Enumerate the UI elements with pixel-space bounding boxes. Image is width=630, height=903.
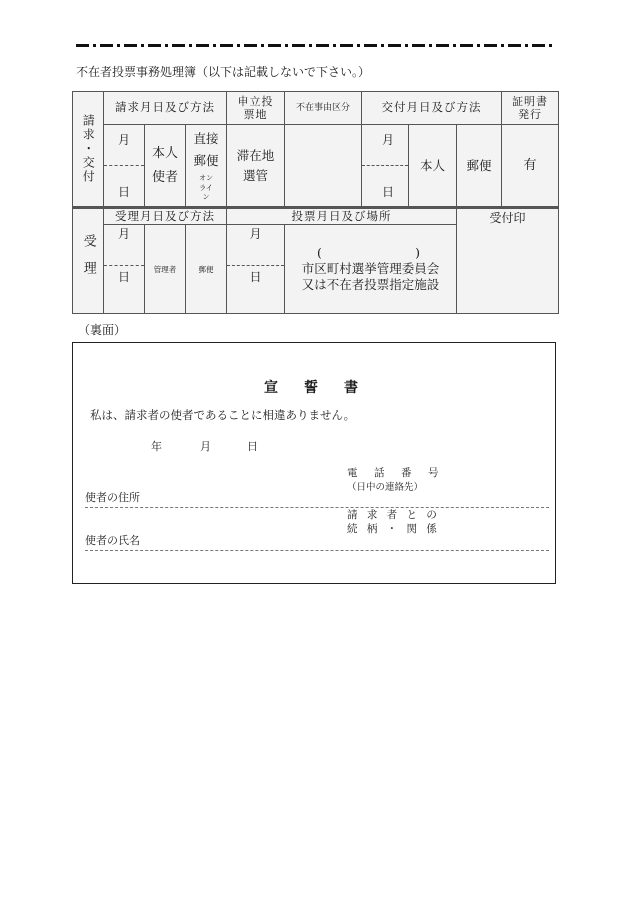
address-field[interactable]: [85, 467, 549, 508]
receipt-manager: 管理者: [145, 225, 186, 314]
oath-statement: 私は、請求者の使者であることに相違ありません。: [90, 408, 356, 422]
certificate-value: 有: [502, 125, 559, 208]
address-label: 使者の住所: [85, 491, 140, 504]
reverse-side-label: （裏面）: [78, 323, 127, 337]
delivery-method-title: 交付月日及び方法: [362, 92, 502, 125]
receipt-label: [73, 208, 104, 314]
self-or-agent-cell: [145, 125, 186, 208]
request-method-title: 請求月日及び方法: [104, 92, 227, 125]
method-direct: 直接: [193, 130, 219, 146]
vote-month: 月: [249, 227, 262, 241]
request-day: 日: [104, 165, 144, 206]
method-mail: 郵便: [193, 152, 219, 168]
receipt-mail: 郵便: [186, 225, 227, 314]
apply-place-line2: 選管: [243, 167, 269, 183]
absentee-voting-ledger: [72, 91, 559, 314]
receipt-month: 月: [117, 227, 130, 241]
self-label: 本人: [151, 145, 178, 161]
request-method-cell: [186, 125, 227, 208]
receipt-day: 日: [104, 265, 144, 313]
paren-open: (: [317, 245, 322, 260]
request-date-cell: [104, 125, 145, 208]
oath-document: [72, 342, 556, 584]
date-year: 年: [151, 440, 162, 453]
phone-sub: （日中の連絡先）: [347, 481, 424, 493]
delivery-date-cell: [362, 125, 409, 208]
absence-reason-cell: [285, 125, 362, 208]
receipt-text: 受理: [80, 234, 96, 288]
receipt-stamp-box: [457, 208, 559, 314]
certificate-title: 証明書発行: [502, 92, 559, 125]
receipt-stamp-title: 受付印: [489, 211, 526, 225]
vote-date-cell: [227, 225, 285, 314]
agent-label: 使者: [151, 169, 178, 185]
name-label: 使者の氏名: [85, 534, 140, 547]
vote-place-title: 投票月日及び場所: [227, 208, 457, 225]
relation-block: [347, 508, 440, 551]
oath-title: 宣 誓 書: [264, 380, 364, 396]
absence-reason-title: 不在事由区分: [285, 92, 362, 125]
name-field[interactable]: [85, 508, 549, 551]
paren-close: ): [415, 245, 421, 260]
phone-block: [347, 467, 442, 508]
phone-label: 電 話 番 号: [347, 467, 442, 480]
apply-place-line1: 滞在地: [236, 147, 275, 163]
vote-place-line1: 市区町村選挙管理委員会: [301, 261, 440, 276]
relation-label-1: 請 求 者 と の: [347, 508, 440, 521]
delivery-month: 月: [382, 133, 395, 147]
request-month: 月: [117, 133, 130, 147]
dashed-cut-line: [76, 44, 556, 47]
vote-place-parens: [285, 245, 456, 261]
apply-place-title: 申立投票地: [227, 92, 285, 125]
vote-place-line2: 又は不在者投票指定施設: [301, 277, 440, 292]
delivery-self: 本人: [409, 125, 457, 208]
ledger-caption: 不在者投票事務処理簿（以下は記載しないで下さい。）: [76, 65, 371, 79]
date-day: 日: [247, 440, 258, 453]
receipt-method-title: 受理月日及び方法: [104, 208, 227, 225]
delivery-day: 日: [362, 165, 408, 206]
vote-day: 日: [227, 265, 284, 313]
date-month: 月: [200, 440, 211, 453]
apply-place-cell: [227, 125, 285, 208]
vote-place-cell: [285, 225, 457, 314]
request-delivery-text: 請求・交付: [81, 114, 96, 184]
receipt-date-cell: [104, 225, 145, 314]
delivery-mail: 郵便: [457, 125, 502, 208]
relation-label-2: 続 柄 ・ 関 係: [347, 523, 440, 536]
request-delivery-label: [73, 92, 104, 208]
method-online: オンライン: [199, 173, 214, 202]
